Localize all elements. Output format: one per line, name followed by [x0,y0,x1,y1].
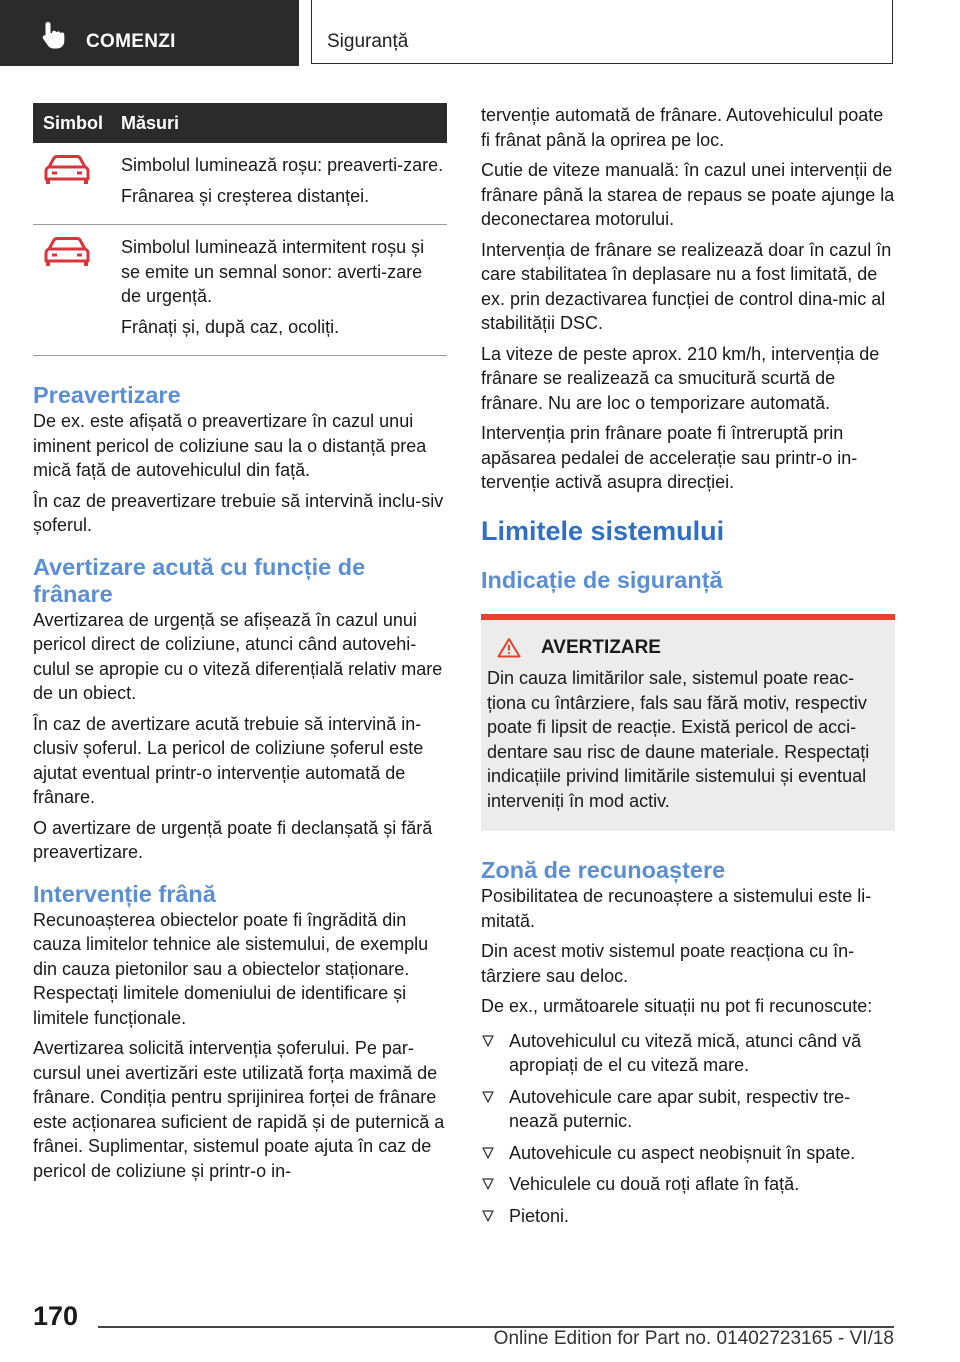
list-item-text: Autovehicule cu aspect neobișnuit în spate. [509,1142,856,1163]
table-cell-text: Frânarea și creșterea distanței. [121,185,370,206]
left-column [33,103,447,1189]
list-item-text: Autovehicule care apar subit, respectiv tre-nează puternic. [509,1086,851,1131]
list-item [481,1172,895,1197]
paragraph: Intervenția prin frânare poate fi întreruptă prin apăsarea pedalei de accelerație sau printr-o in-tervenție activă asupra direcției. [481,423,858,492]
table-row [33,143,447,225]
bullet-list [481,1029,895,1229]
list-item-text: Vehiculele cu două roți aflate în față. [509,1174,800,1194]
warning-title: AVERTIZARE [541,636,661,658]
warning-triangle-icon [497,637,521,658]
car-red-icon [43,235,91,269]
heading-limitele-sistemului: Limitele sistemului [481,515,725,546]
tab-section[interactable] [311,0,893,64]
tab-commands-label: COMENZI [86,31,176,52]
symbol-table [33,103,447,356]
page-number: 170 [33,1301,79,1331]
paragraph: Posibilitatea de recunoaștere a sistemului este li-mitată. [481,886,872,931]
warning-box [481,614,895,832]
triangle-bullet-icon [481,1177,495,1191]
paragraph: La viteze de peste aprox. 210 km/h, intervenția de frânare se realizează ca smucitură scurtă de frânare. Nu are loc o temporizare automată. [481,343,880,413]
list-item-text: Pietoni. [509,1205,570,1226]
page-header [0,0,960,66]
table-row [33,225,447,356]
list-item [481,1029,895,1078]
paragraph: Cutie de viteze manuală: în cazul unei intervenții de frânare până la starea de repaus se poate ajunge la deconectarea motorului. [481,160,895,229]
footer-edition: Online Edition for Part no. 01402723165 - VI/18 [493,1328,894,1349]
col-header-symbol: Simbol [33,103,121,143]
paragraph: Avertizarea solicită intervenția șoferului. Pe par-cursul unei avertizări este utilizată forța maximă de frânare. Condiția pentru sprijinirea forței de frânare este acționarea suficient de rapidă și de puternică a frânei. Suplimentar, sistemul poate ajuta în caz de pericol de coliziune și printr-o in- [33,1038,445,1181]
paragraph: Din acest motiv sistemul poate reacționa cu în-târziere sau deloc. [481,941,855,986]
list-item [481,1204,895,1229]
car-red-icon [43,153,91,187]
paragraph: Recunoașterea obiectelor poate fi îngrădită din cauza limitelor tehnice ale sistemului, de exemplu din cauza pietonilor sau a obiectelor staționare. Respectați limitele domeniului de identificare și limitele funcționale. [33,909,429,1028]
paragraph: În caz de avertizare acută trebuie să intervină in-clusiv șoferul. La pericol de coliziune șoferul este ajutat eventual printr-o intervenție automată de frânare. [33,713,424,807]
warning-text: Din cauza limitărilor sale, sistemul poate reac-ționa cu întârziere, fals sau fără motiv, respectiv poate fi lipsit de reacție. Există pericol de acci-dentare sau risc de daune materiale. Respectați indicațiile privind limitările sistemului și eventual interveniți în mod activ. [487,668,870,811]
hand-pointer-icon [40,20,66,50]
heading-preavertizare: Preavertizare [33,382,181,408]
triangle-bullet-icon [481,1090,495,1104]
table-cell-text: Frânați și, după caz, ocoliți. [121,316,340,337]
heading-avertizare-acuta: Avertizare acută cu funcție de frânare [33,553,366,607]
list-item-text: Autovehiculul cu viteză mică, atunci când vă apropiați de el cu viteză mare. [509,1030,862,1075]
tab-commands[interactable] [0,0,299,66]
triangle-bullet-icon [481,1034,495,1048]
list-item [481,1141,895,1166]
triangle-bullet-icon [481,1146,495,1160]
heading-indicatie-siguranta: Indicație de siguranță [481,566,723,593]
heading-zona-recunoastere: Zonă de recunoaștere [481,857,726,883]
paragraph: De ex., următoarele situații nu pot fi recunoscute: [481,996,873,1016]
table-cell-text: Simbolul luminează intermitent roșu și se emite un semnal sonor: averti-zare de urgență. [121,237,425,306]
triangle-bullet-icon [481,1209,495,1223]
paragraph: tervenție automată de frânare. Autovehiculul poate fi frânat până la oprirea pe loc. [481,105,884,150]
list-item [481,1085,895,1134]
paragraph: Intervenția de frânare se realizează doar în cazul în care stabilitatea în deplasare nu a fost limitată, de ex. prin dezactivarea funcției de control dina-mic al stabilității DSC. [481,239,892,333]
right-column [481,103,895,1235]
table-cell-text: Simbolul luminează roșu: preaverti-zare. [121,155,444,175]
paragraph: În caz de preavertizare trebuie să intervină inclu-siv șoferul. [33,490,444,535]
col-header-measures: Măsuri [121,103,447,143]
paragraph: Avertizarea de urgență se afișează în cazul unui pericol direct de coliziune, atunci când autovehi-culul se apropie cu o viteză diferențială relativ mare de un obiect. [33,609,443,703]
paragraph: O avertizare de urgență poate fi declanșată și fără preavertizare. [33,817,433,862]
heading-interventie-frana: Intervenție frână [33,880,216,907]
paragraph: De ex. este afișată o preavertizare în cazul unui iminent pericol de coliziune sau la o distanță prea mică față de autovehiculul din față. [33,411,427,480]
tab-section-label: Siguranță [327,31,409,52]
